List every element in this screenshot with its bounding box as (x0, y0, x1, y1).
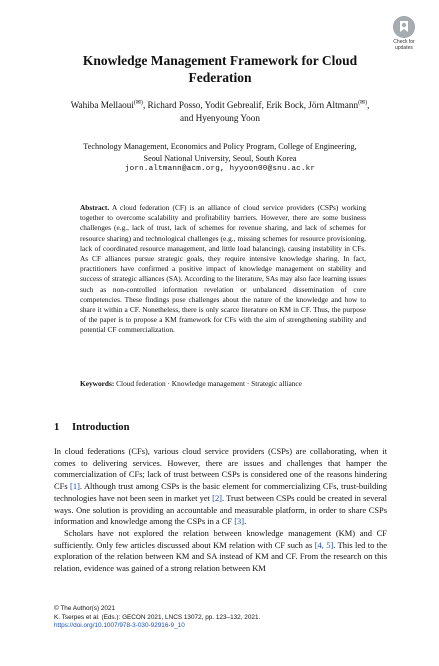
corresponding-author-mark: (✉) (358, 100, 368, 106)
abstract-text: A cloud federation (CF) is an alliance of cloud service providers (CSPs) working together to overcome scalability and profitability barriers. However, there are some business challenges (e.g., lack of trust, lack of schemes for revenue sharing, and lack of schemes for resource sharing) and technological challenges (e.g., missing schemes for resource provisioning, lack of coordinated resource management, and little load balancing), causing instability in CFs. As CF alliances pursue strategic goals, they require intensive knowledge sharing. In fact, practitioners have confirmed a positive impact of knowledge management on stability and success of strategic alliances (SA). According to the literature, SAs may also face learning issues such as non-controlled information revelation or unbalanced dissemination of core competencies. These findings pose challenges about the nature of the knowledge and how to share it within a CF. Nonetheless, there is only scarce literature on KM in CF. Thus, the purpose of the paper is to propose a KM framework for CFs with the aim of strengthening stability and potential CF commercialization. (80, 203, 366, 335)
paragraph-text: . (244, 516, 247, 527)
check-for-updates-badge[interactable] (390, 16, 418, 51)
paragraph-text: . Trust between CSPs could be created in several ways. One solution is providing an accountable and measurable platform, in order to share CSPs information and knowledge among the CSPs in a CF (54, 492, 387, 527)
section-title: Introduction (72, 422, 130, 433)
page-footer (54, 605, 387, 631)
badge-label-line1: Check for (393, 39, 415, 45)
author-emails: jorn.altmann@acm.org, hyyoon00@snu.ac.kr (124, 165, 316, 173)
body-text (54, 446, 387, 575)
copyright-line: © The Author(s) 2021 (54, 605, 116, 612)
keywords-text: Cloud federation · Knowledge management · Strategic alliance (116, 379, 302, 388)
abstract-label: Abstract. (80, 203, 110, 212)
citation-link[interactable]: [2] (212, 492, 222, 503)
paper-title (60, 52, 380, 86)
badge-label-line2: updates (395, 45, 413, 51)
body-paragraph (54, 528, 387, 575)
section-heading (54, 421, 384, 434)
title-line-2: Federation (188, 70, 252, 85)
paragraph-text: . This led to the exploration of the relation between KM and SA instead of KM and CF. From the research on this relation, evidence was gained of a strong relation between KM (54, 539, 387, 574)
paragraph-text: In cloud federations (CFs), various cloud service providers (CSPs) are collaborating, when it comes to delivering services. However, there are issues and challenges that hamper the commercialization of CFs; lack of trust between CSPs is considered one of the reasons hindering CFs (54, 446, 387, 492)
keywords-label: Keywords: (80, 379, 115, 388)
author-names: , Richard Posso, Yodit Gebrealif, Erik Bock, Jörn Altmann (142, 100, 359, 111)
citation-line: K. Tserpes et al. (Eds.): GECON 2021, LNCS 13072, pp. 123–132, 2021. (54, 613, 261, 621)
body-paragraph (54, 446, 387, 528)
check-for-updates-icon (393, 16, 415, 38)
author-separator: , (367, 100, 370, 111)
affiliation (40, 141, 400, 176)
author-name: Wahiba Mellaoui (70, 100, 134, 111)
corresponding-author-mark: (✉) (133, 100, 143, 106)
paragraph-text: Scholars have not explored the relation between knowledge management (KM) and CF sufficiently. Only few articles discussed about KM relation with CF such as (54, 527, 387, 550)
doi-link[interactable]: https://doi.org/10.1007/978-3-030-92916-9_10 (54, 622, 185, 630)
affiliation-line-1: Technology Management, Economics and Policy Program, College of Engineering, (83, 142, 357, 151)
citation-link[interactable]: [4, 5] (314, 539, 334, 550)
abstract (80, 203, 366, 336)
author-list (20, 97, 420, 125)
keywords (80, 379, 366, 389)
paragraph-text: . Although trust among CSPs is the basic element for commercializing CFs, trust-building technologies have not been seen in market yet (54, 481, 387, 503)
title-line-1: Knowledge Management Framework for Cloud (82, 53, 358, 68)
section-number: 1 (54, 422, 60, 433)
citation-link[interactable]: [3] (234, 516, 245, 527)
affiliation-line-2: Seoul National University, Seoul, South Korea (143, 153, 297, 163)
author-name: and Hyenyoung Yoon (180, 113, 260, 124)
citation-link[interactable]: [1] (70, 481, 80, 492)
